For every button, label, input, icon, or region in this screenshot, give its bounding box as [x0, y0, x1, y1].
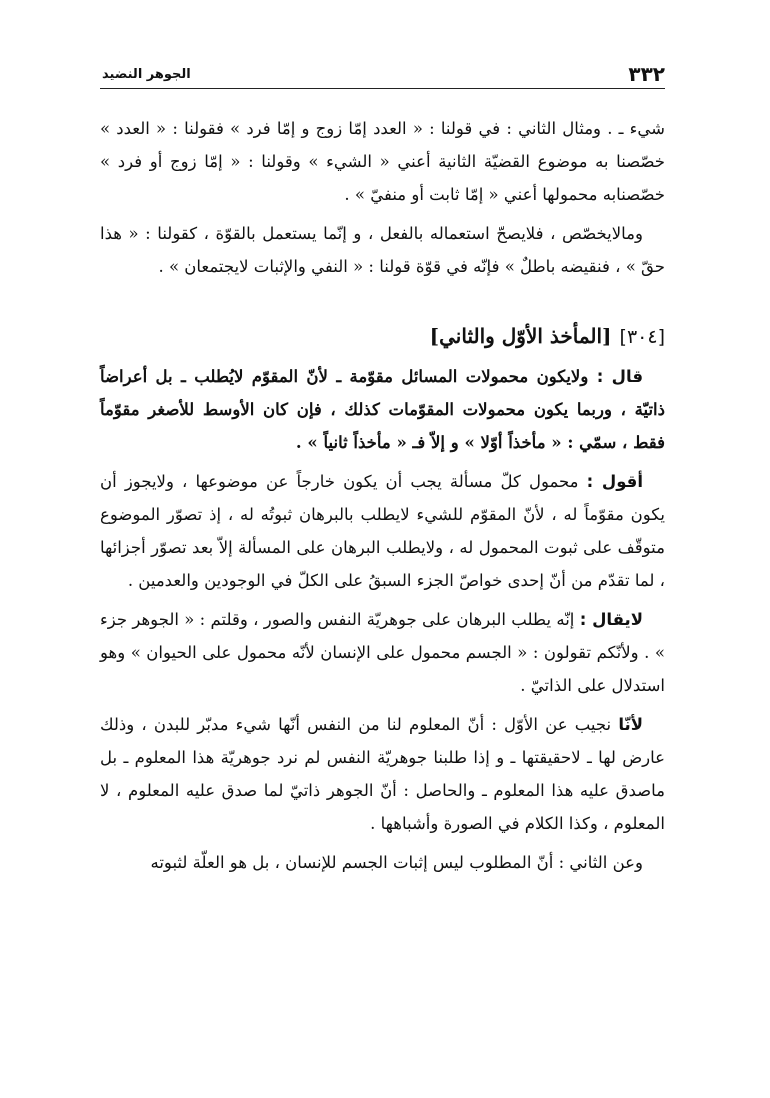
matn-text: ولايكون محمولات المسائل مقوّمة ـ لأنّ المقوّم لايُطلب ـ بل أعراضاً ذاتيّة ، وربما يكون محمولات المقوّمات كذلك ، فإن كان الأوسط للأصغر مقوّماً فقط ، سمّي : « مأخذاً أوّلا » و إلاّ فـ « مأخذاً ثانياً » . [100, 367, 665, 452]
page-header [100, 58, 665, 89]
aqulu-text: محمول كلّ مسألة يجب أن يكون خارجاً عن موضوعها ، ولايجوز أن يكون مقوّماً له ، لأنّ المقوّم للشيء لايطلب بالبرهان ثبوتُه له ، إذ تصوّر الموضوع متوقّف على ثبوت المحمول له ، ولايطلب البرهان على المسألة إلاّ بعد تصوّر أجزائها ، لما تقدّم من أنّ إحدى خواصّ الجزء السبقُ على الكلّ في الوجودين والعدمين . [100, 472, 665, 590]
objection-paragraph [100, 603, 665, 702]
matn-paragraph [100, 360, 665, 459]
paragraph-unspecified: ومالايخصّص ، فلايصحّ استعماله بالفعل ، و إنّما يستعمل بالقوّة ، كقولنا : « هذا حقّ » ، فنقيضه باطلٌ » فإنّه في قوّة قولنا : « النفي والإثبات لايجتمعان » . [100, 224, 665, 276]
page-number: ٣٣٢ [628, 62, 665, 86]
reply-lead: لأنّا [618, 715, 643, 734]
reply-text: نجيب عن الأوّل : أنّ المعلوم لنا من النفس أنّها شيء مدبّر للبدن ، وذلك عارض لها ـ لاحقيقتها ـ و إذا طلبنا جوهريّة النفس لم نرد جوهريّة هذا المعلوم ـ بل ماصدق عليه هذا المعلوم ـ والحاصل : أنّ الجوهر ذاتيّ لما صدق عليه المعلوم ، لا المعلوم ، وكذا الكلام في الصورة وأشباهها . [100, 715, 665, 833]
second-reply-paragraph: وعن الثاني : أنّ المطلوب ليس إثبات الجسم للإنسان ، بل هو العلّة لثبوته [150, 853, 643, 872]
objection-lead: لايقال : [579, 610, 643, 629]
page-body [100, 112, 665, 879]
section-heading [100, 319, 665, 354]
aqulu-lead: أقول : [586, 472, 643, 491]
aqulu-paragraph [100, 465, 665, 597]
running-title: الجوهر النضيد [102, 67, 191, 82]
section-title: [المأخذ الأوّل والثاني] [429, 324, 612, 348]
reply-paragraph [100, 708, 665, 840]
objection-text: إنّه يطلب البرهان على جوهريّة النفس والصور ، وقلتم : « الجوهر جزء » . ولأنّكم تقولون : « الجسم محمول على الإنسان لأنّه محمول على الحيوان » وهو استدلال على الذاتيّ . [100, 610, 665, 695]
matn-lead: قال : [596, 367, 644, 386]
paragraph-example: شيء ـ . ومثال الثاني : في قولنا : « العدد إمّا زوج و إمّا فرد » فقولنا : « العدد » خصّصنا به موضوع القضيّة الثانية أعني « الشيء » وقولنا : « إمّا زوج أو فرد » خصّصنابه محمولها أعني « إمّا ثابت أو منفيّ » . [100, 119, 665, 204]
section-number: [٣٠٤] [619, 326, 665, 348]
